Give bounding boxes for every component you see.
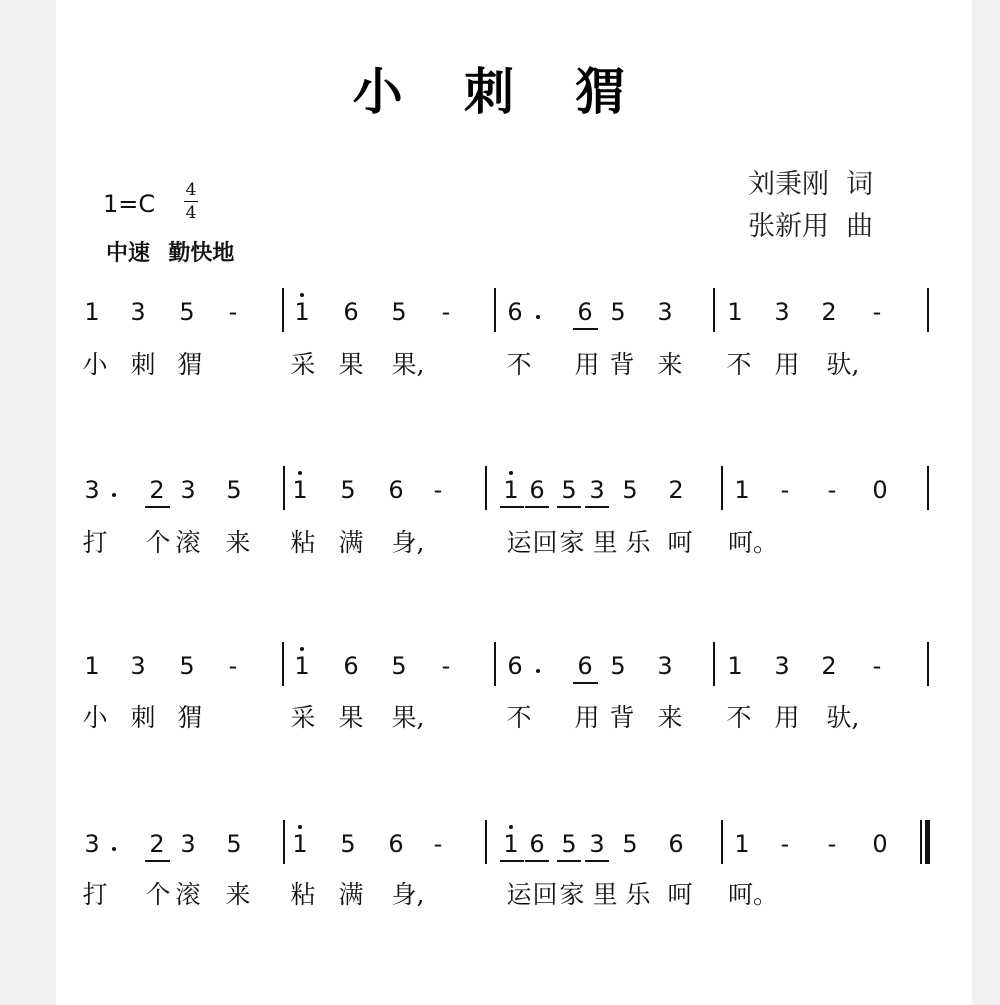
dash-extension: - [872, 652, 882, 680]
note: 6 [577, 652, 593, 680]
note: 1 [294, 652, 310, 680]
eighth-underline [573, 682, 598, 684]
eighth-underline [573, 328, 598, 330]
note: 2 [821, 652, 837, 680]
note: 2 [149, 476, 165, 504]
note: 6 [388, 830, 404, 858]
note: 6 [529, 476, 545, 504]
high-octave-dot [298, 825, 302, 829]
note: 1 [734, 830, 750, 858]
time-signature-bottom: 4 [185, 203, 197, 223]
lyric-syllable: 家 [559, 528, 585, 557]
augmentation-dot [536, 669, 540, 673]
lyric-syllable: 不 [506, 703, 532, 732]
lyric-syllable: 运 [506, 528, 532, 557]
tempo-marking: 中速 勤快地 [106, 240, 235, 265]
lyric-syllable: 果 [338, 350, 364, 379]
eighth-underline [557, 506, 581, 508]
lyric-syllable: 果, [391, 350, 425, 379]
final-barline-thin [920, 820, 922, 864]
note: 6 [529, 830, 545, 858]
dash-extension: - [228, 652, 238, 680]
lyric-syllable: 个 [145, 528, 171, 557]
note: 3 [180, 476, 196, 504]
lyric-syllable: 来 [225, 880, 251, 909]
high-octave-dot [509, 471, 513, 475]
lyric-syllable: 来 [657, 703, 683, 732]
high-octave-dot [300, 647, 304, 651]
lyric-syllable: 打 [82, 880, 108, 909]
lyric-syllable: 身, [391, 528, 425, 557]
dash-extension: - [441, 652, 451, 680]
high-octave-dot [509, 825, 513, 829]
barline [283, 820, 285, 864]
eighth-underline [145, 860, 170, 862]
lyric-syllable: 驮, [826, 703, 860, 732]
note: 1 [734, 476, 750, 504]
lyric-syllable: 背 [609, 350, 635, 379]
dash-extension: - [827, 476, 837, 504]
note: 1 [503, 830, 519, 858]
note: 0 [872, 830, 888, 858]
note: 1 [292, 830, 308, 858]
lyric-syllable: 呵。 [727, 528, 779, 557]
lyric-syllable: 呵。 [727, 880, 779, 909]
lyric-syllable: 滚 [175, 528, 201, 557]
lyric-syllable: 采 [290, 703, 316, 732]
note: 1 [727, 298, 743, 326]
lyric-syllable: 用 [774, 350, 800, 379]
lyric-syllable: 回 [532, 528, 558, 557]
note: 3 [180, 830, 196, 858]
note: 5 [340, 476, 356, 504]
lyric-syllable: 家 [559, 880, 585, 909]
lyric-syllable: 不 [506, 350, 532, 379]
song-title: 小 刺 猬 [352, 62, 648, 121]
note: 5 [391, 298, 407, 326]
augmentation-dot [112, 493, 116, 497]
lyric-syllable: 用 [574, 350, 600, 379]
time-signature [184, 180, 198, 223]
note: 3 [589, 830, 605, 858]
note: 5 [610, 652, 626, 680]
eighth-underline [585, 860, 609, 862]
lyric-syllable: 回 [532, 880, 558, 909]
lyric-syllable: 里 [592, 880, 618, 909]
lyric-syllable: 采 [290, 350, 316, 379]
high-octave-dot [298, 471, 302, 475]
note: 2 [821, 298, 837, 326]
lyric-syllable: 果, [391, 703, 425, 732]
lyric-syllable: 呵 [667, 528, 693, 557]
lyric-syllable: 果 [338, 703, 364, 732]
note: 3 [84, 830, 100, 858]
barline [713, 288, 715, 332]
lyric-syllable: 猬 [177, 703, 203, 732]
lyric-syllable: 个 [145, 880, 171, 909]
composer-credit: 张新用 曲 [748, 211, 874, 242]
barline [713, 642, 715, 686]
augmentation-dot [536, 315, 540, 319]
dash-extension: - [872, 298, 882, 326]
note: 6 [388, 476, 404, 504]
note: 5 [340, 830, 356, 858]
barline [485, 466, 487, 510]
lyric-syllable: 滚 [175, 880, 201, 909]
lyric-syllable: 不 [726, 350, 752, 379]
note: 1 [727, 652, 743, 680]
note: 3 [657, 298, 673, 326]
note: 3 [130, 652, 146, 680]
note: 3 [589, 476, 605, 504]
barline [494, 642, 496, 686]
lyric-syllable: 乐 [625, 528, 651, 557]
eighth-underline [585, 506, 609, 508]
note: 3 [130, 298, 146, 326]
eighth-underline [500, 860, 524, 862]
lyric-syllable: 来 [657, 350, 683, 379]
lyric-syllable: 不 [726, 703, 752, 732]
key-signature: 1=C [103, 190, 156, 218]
dash-extension: - [433, 476, 443, 504]
lyric-syllable: 打 [82, 528, 108, 557]
note: 1 [84, 652, 100, 680]
barline [927, 288, 929, 332]
note: 5 [391, 652, 407, 680]
augmentation-dot [112, 847, 116, 851]
dash-extension: - [433, 830, 443, 858]
note: 6 [577, 298, 593, 326]
lyric-syllable: 驮, [826, 350, 860, 379]
note: 5 [179, 298, 195, 326]
time-signature-line [184, 201, 198, 202]
note: 2 [149, 830, 165, 858]
lyric-syllable: 小 [82, 703, 108, 732]
dash-extension: - [780, 476, 790, 504]
lyric-syllable: 用 [574, 703, 600, 732]
lyric-syllable: 来 [225, 528, 251, 557]
lyric-syllable: 里 [592, 528, 618, 557]
eighth-underline [557, 860, 581, 862]
barline [721, 466, 723, 510]
note: 2 [668, 476, 684, 504]
lyricist-credit: 刘秉刚 词 [748, 169, 874, 200]
note: 6 [507, 652, 523, 680]
lyric-syllable: 呵 [667, 880, 693, 909]
lyric-syllable: 用 [774, 703, 800, 732]
barline [927, 466, 929, 510]
note: 5 [622, 476, 638, 504]
note: 0 [872, 476, 888, 504]
high-octave-dot [300, 293, 304, 297]
note: 5 [561, 476, 577, 504]
lyric-syllable: 满 [338, 528, 364, 557]
barline [283, 466, 285, 510]
time-signature-top: 4 [185, 180, 197, 200]
eighth-underline [500, 506, 524, 508]
barline [282, 642, 284, 686]
final-barline-thick [925, 820, 930, 864]
barline [927, 642, 929, 686]
lyric-syllable: 乐 [625, 880, 651, 909]
barline [485, 820, 487, 864]
barline [282, 288, 284, 332]
lyric-syllable: 猬 [177, 350, 203, 379]
barline [721, 820, 723, 864]
dash-extension: - [228, 298, 238, 326]
lyric-syllable: 粘 [290, 880, 316, 909]
dash-extension: - [780, 830, 790, 858]
lyric-syllable: 运 [506, 880, 532, 909]
note: 5 [610, 298, 626, 326]
note: 6 [343, 298, 359, 326]
note: 6 [668, 830, 684, 858]
lyric-syllable: 小 [82, 350, 108, 379]
eighth-underline [145, 506, 170, 508]
lyric-syllable: 刺 [130, 703, 156, 732]
lyric-syllable: 刺 [130, 350, 156, 379]
note: 5 [226, 830, 242, 858]
note: 3 [657, 652, 673, 680]
note: 5 [179, 652, 195, 680]
lyric-syllable: 身, [391, 880, 425, 909]
lyric-syllable: 粘 [290, 528, 316, 557]
note: 1 [503, 476, 519, 504]
dash-extension: - [827, 830, 837, 858]
note: 6 [507, 298, 523, 326]
note: 5 [622, 830, 638, 858]
dash-extension: - [441, 298, 451, 326]
lyric-syllable: 背 [609, 703, 635, 732]
eighth-underline [525, 860, 549, 862]
note: 1 [84, 298, 100, 326]
note: 3 [84, 476, 100, 504]
note: 3 [774, 298, 790, 326]
note: 5 [226, 476, 242, 504]
note: 1 [294, 298, 310, 326]
note: 6 [343, 652, 359, 680]
note: 3 [774, 652, 790, 680]
note: 1 [292, 476, 308, 504]
eighth-underline [525, 506, 549, 508]
lyric-syllable: 满 [338, 880, 364, 909]
barline [494, 288, 496, 332]
note: 5 [561, 830, 577, 858]
